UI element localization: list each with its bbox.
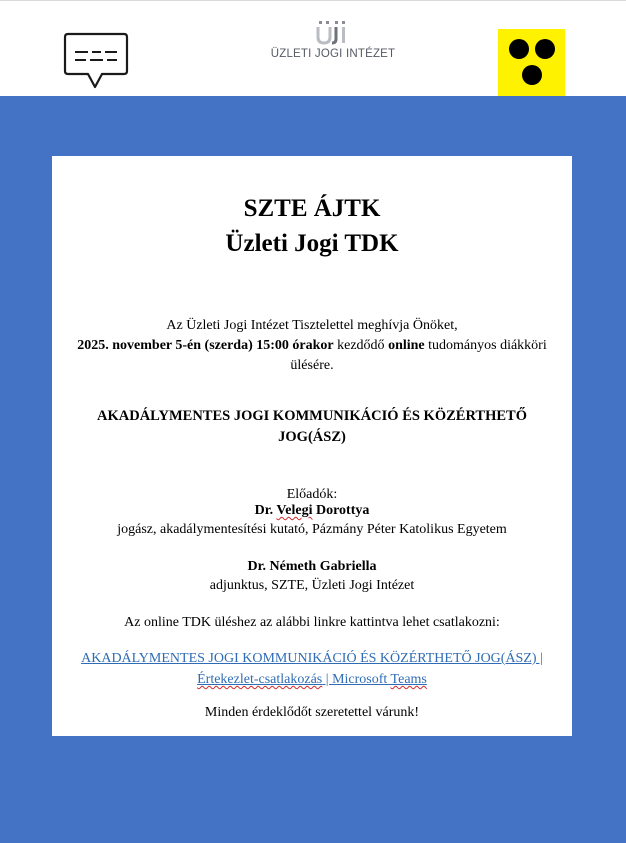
speaker2-role: adjunktus, SZTE, Üzleti Jogi Intézet <box>209 578 415 593</box>
event-title-line2: JOG(ÁSZ) <box>278 429 346 445</box>
closing-line: Minden érdeklődőt szeretettel várunk! <box>204 705 420 720</box>
speaker2-name: Dr. Németh Gabriella <box>247 559 377 574</box>
invitation-page <box>52 156 572 736</box>
speaker1-title: Dr. <box>254 503 277 518</box>
intro-mid: kezdődő <box>333 338 389 353</box>
header-bar <box>0 0 626 96</box>
teams-link-part1[interactable]: Értekezlet-csatlakozás <box>197 672 323 687</box>
speaker1-name <box>52 501 572 521</box>
online-label: online <box>388 338 425 353</box>
speakers-label: Előadók: <box>286 487 338 502</box>
teams-link-part3[interactable]: Teams <box>390 672 427 687</box>
teams-link-part2[interactable]: | Microsoft <box>322 672 391 687</box>
logo-text: ÜZLETI JOGI INTÉZET <box>270 48 396 60</box>
invitation-paragraph <box>76 316 548 376</box>
teams-link-line1[interactable]: AKADÁLYMENTES JOGI KOMMUNIKÁCIÓ ÉS KÖZÉRTHETŐ JOG(ÁSZ) | <box>81 651 543 666</box>
invitation-line: Az Üzleti Jogi Intézet Tisztelettel meghívja Önöket, <box>166 318 458 333</box>
speaker1-surname: Velegi <box>276 503 313 518</box>
teams-link-line2[interactable] <box>197 672 427 687</box>
logo-mark <box>313 19 353 45</box>
event-title-line1: AKADÁLYMENTES JOGI KOMMUNIKÁCIÓ ÉS KÖZÉRTHETŐ <box>97 408 527 424</box>
event-title <box>72 406 552 448</box>
intro-end: tudományos diákköri ülésére. <box>290 338 547 373</box>
join-instructions: Az online TDK üléshez az alábbi linkre kattintva lehet csatlakozni: <box>124 615 500 630</box>
braille-icon <box>498 29 565 96</box>
page-subtitle: Üzleti Jogi TDK <box>225 230 399 257</box>
speech-bubble-icon <box>62 31 130 93</box>
event-date: 2025. november 5-én (szerda) 15:00 órakor <box>77 338 334 353</box>
teams-meeting-link[interactable] <box>66 648 558 690</box>
braille-dots <box>498 29 565 96</box>
speaker1-role: jogász, akadálymentesítési kutató, Pázmány Péter Katolikus Egyetem <box>117 522 507 537</box>
speaker1-given: Dorottya <box>312 503 370 518</box>
page-title: SZTE ÁJTK <box>243 195 381 222</box>
institute-logo <box>262 19 404 67</box>
